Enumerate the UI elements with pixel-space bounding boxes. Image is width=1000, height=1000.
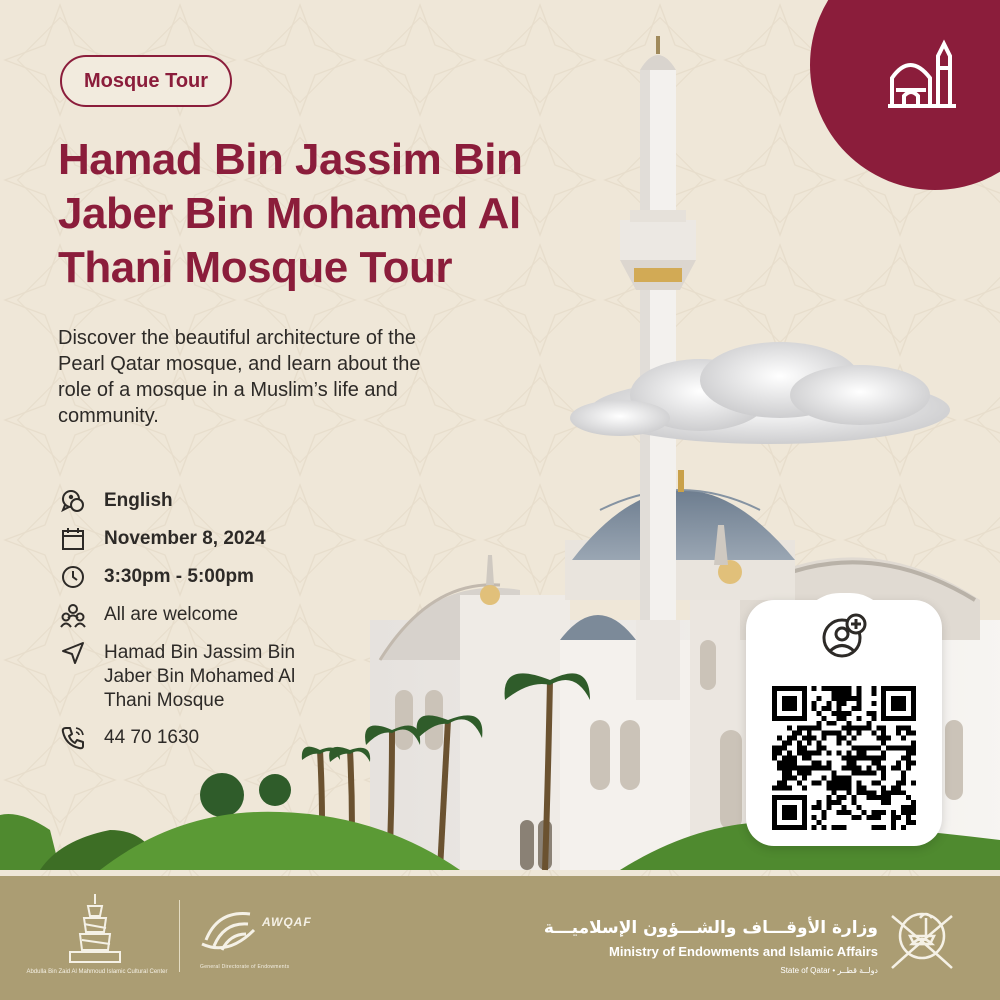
qr-code[interactable]: [772, 686, 916, 830]
clock-icon: [60, 564, 86, 590]
calendar-icon: [60, 526, 86, 552]
audience-value: All are welcome: [104, 604, 239, 625]
detail-date: [60, 526, 380, 552]
detail-location: [60, 640, 380, 713]
detail-audience: [60, 602, 380, 628]
awqaf-name: AWQAF: [262, 915, 312, 929]
group-icon: [60, 602, 86, 628]
phone-icon: [60, 725, 86, 751]
time-value: 3:30pm - 5:00pm: [104, 566, 254, 587]
ministry-name-english: Ministry of Endowments and Islamic Affairs: [609, 944, 878, 959]
event-title: Hamad Bin Jassim Bin Jaber Bin Mohamed Al Thani Mosque Tour: [58, 135, 523, 292]
ministry-name-arabic: وزارة الأوقـــاف والشـــؤون الإسلاميـــة: [543, 918, 878, 938]
language-value: English: [104, 490, 173, 511]
awqaf-logo: [198, 900, 318, 972]
detail-time: [60, 564, 380, 590]
cultural-center-name: Abdulla Bin Zaid Al Mahmoud Islamic Cultural Center: [26, 969, 168, 975]
awqaf-subtitle: General Directorate of Endowments: [200, 964, 290, 970]
location-value: Hamad Bin Jassim Bin Jaber Bin Mohamed Al Thani Mosque: [104, 642, 296, 711]
phone-value: 44 70 1630: [104, 727, 200, 748]
category-tag: Mosque Tour: [60, 55, 232, 107]
location-arrow-icon: [60, 640, 86, 666]
speech-bubble-icon: [60, 488, 86, 514]
add-user-icon: [820, 612, 868, 660]
detail-phone: [60, 725, 380, 751]
mosque-icon: [886, 38, 960, 112]
event-details: [60, 488, 380, 763]
date-value: November 8, 2024: [104, 528, 266, 549]
event-description: Discover the beautiful architecture of the Pearl Qatar mosque, and learn about the role of a mosque in a Muslim’s life and community.: [58, 327, 421, 427]
logo-divider: [179, 900, 180, 972]
state-of-qatar: State of Qatar • دولــة قطــر: [780, 966, 878, 975]
qatar-emblem-icon: [886, 896, 958, 974]
detail-language: [60, 488, 380, 514]
